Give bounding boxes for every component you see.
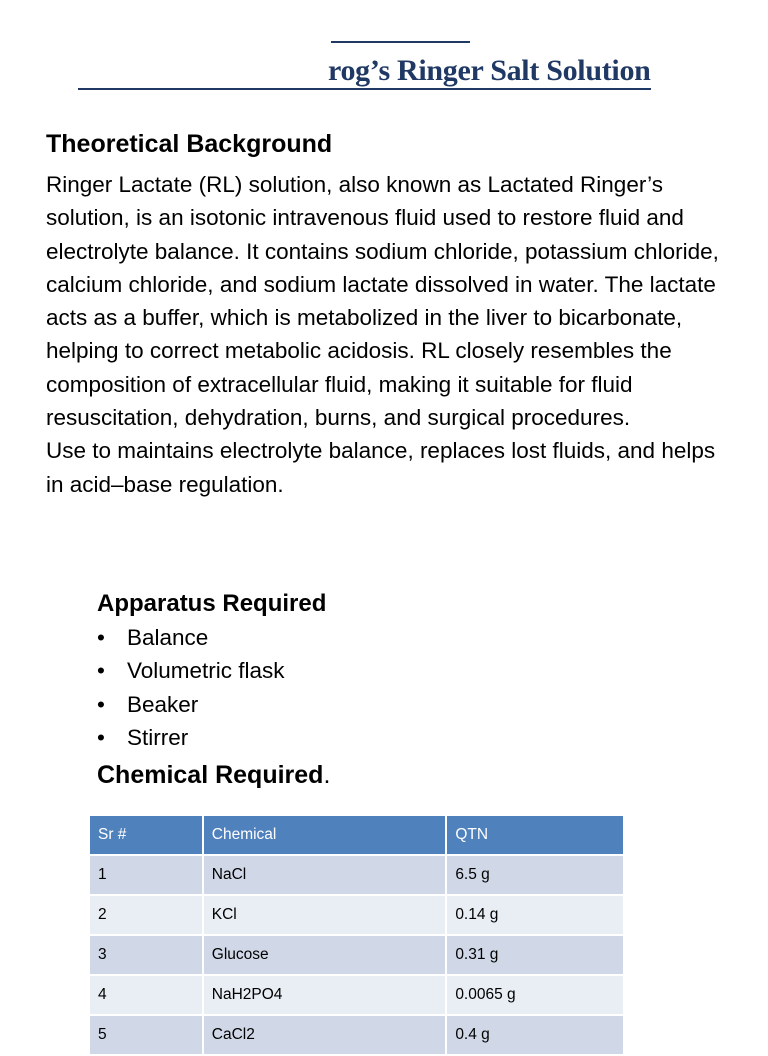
chemical-table xyxy=(90,816,625,1056)
table-row xyxy=(90,935,624,975)
list-item-label: Beaker xyxy=(127,691,199,717)
title-text: rog’s Ringer Salt Solution xyxy=(328,54,651,90)
table-cell: 0.14 g xyxy=(446,895,624,935)
table-cell: KCl xyxy=(203,895,447,935)
bullet-icon: • xyxy=(97,625,105,650)
column-header-qtn: QTN xyxy=(446,816,624,855)
column-header-chemical: Chemical xyxy=(203,816,447,855)
table-cell: 2 xyxy=(90,895,203,935)
table-cell: 6.5 g xyxy=(446,855,624,895)
table-cell: 0.0065 g xyxy=(446,975,624,1015)
background-heading: Theoretical Background xyxy=(46,130,333,158)
table-row xyxy=(90,855,624,895)
list-item-label: Volumetric flask xyxy=(127,658,285,684)
apparatus-list xyxy=(97,621,326,754)
title-blank-line xyxy=(78,54,328,90)
list-item xyxy=(97,654,326,687)
list-item-label: Balance xyxy=(127,625,209,650)
table-row xyxy=(90,895,624,935)
table-cell: 3 xyxy=(90,935,203,975)
apparatus-heading: Apparatus Required xyxy=(97,590,327,617)
title-overline xyxy=(331,41,470,43)
table-cell: Glucose xyxy=(203,935,447,975)
list-item xyxy=(97,721,326,754)
table-cell: NaCl xyxy=(203,855,447,895)
table-cell: CaCl2 xyxy=(203,1015,447,1055)
bullet-icon: • xyxy=(97,658,105,684)
table-cell: 0.4 g xyxy=(446,1015,624,1055)
list-item-label: Stirrer xyxy=(127,724,189,750)
apparatus-section xyxy=(97,587,326,754)
background-paragraph-1: Ringer Lactate (RL) solution, also known as Lactated Ringer’s solution, is an isotonic intravenous fluid used to restore fluid and electrolyte balance. It contains sodium chloride, potassium chloride, calcium chloride, and sodium lactate dissolved in water. The lactate acts as a buffer, which is metabolized in the liver to bicarbonate, helping to correct metabolic acidosis. RL closely resembles the composition of extracellular fluid, making it suitable for fluid resuscitation, dehydration, burns, and surgical procedures. xyxy=(46,172,719,431)
bullet-icon: • xyxy=(97,724,105,750)
table-cell: 1 xyxy=(90,855,203,895)
table-cell: NaH2PO4 xyxy=(203,975,447,1015)
background-paragraph-2: Use to maintains electrolyte balance, replaces lost fluids, and helps in acid–base regulation. xyxy=(46,438,716,497)
table-cell: 0.31 g xyxy=(446,935,624,975)
table-cell: 4 xyxy=(90,975,203,1015)
list-item xyxy=(97,688,326,721)
column-header-sr: Sr # xyxy=(90,816,203,855)
table-row xyxy=(90,1015,624,1055)
table-row xyxy=(90,975,624,1015)
bullet-icon: • xyxy=(97,691,105,717)
document-title xyxy=(78,50,718,90)
list-item xyxy=(97,621,326,654)
chemical-heading-suffix: . xyxy=(323,761,331,789)
table-cell: 5 xyxy=(90,1015,203,1055)
table-header-row xyxy=(90,816,624,855)
chemical-heading xyxy=(97,757,330,793)
background-body xyxy=(46,168,736,501)
chemical-heading-text: Chemical Required xyxy=(97,761,324,789)
